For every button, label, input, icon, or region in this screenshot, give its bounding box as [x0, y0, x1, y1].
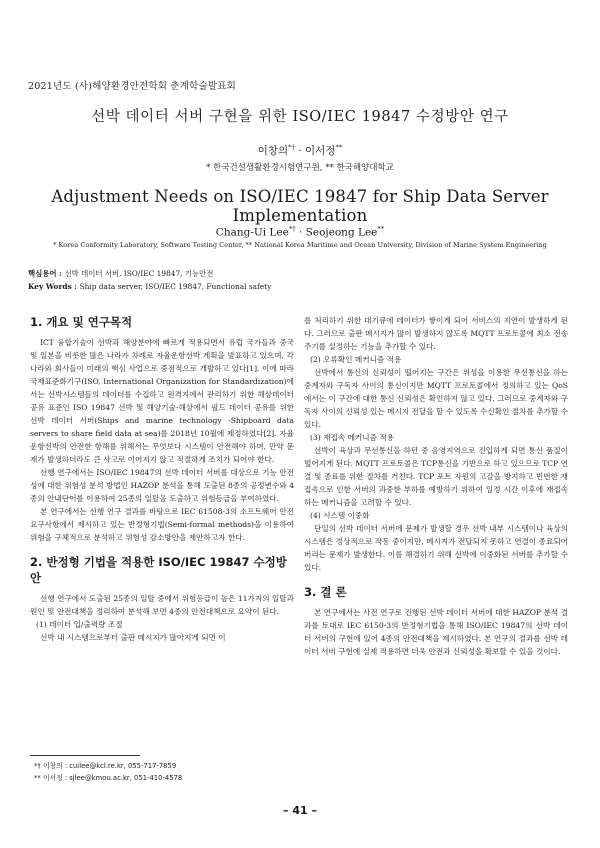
authors-korean	[0, 143, 600, 158]
keywords-english-label: Key Words :	[28, 282, 80, 291]
paragraph: 선박에서 통신의 신뢰성이 떨어지는 구간은 위성을 이용한 무선통신을 하는 중계자와 구독자 사이의 통신이지만 MQTT 프로토콜에서 정의하고 있는 QoS에서는 이 구간에 대한 통신 신뢰성은 확인하지 않고 있다. 그러므로 중계자와 구독자 사이의 신뢰성 있는 메시지 전달을 할 수 있도록 수신확인 절차를 추가할 수 있다.	[304, 368, 568, 429]
author2-mark: **	[335, 143, 343, 152]
keywords-korean-label: 핵심용어 :	[28, 269, 65, 278]
keywords-english	[28, 282, 271, 291]
keywords-korean	[28, 268, 213, 279]
list-item: (1) 데이터 입/출력량 조절	[36, 620, 123, 629]
section-1-title: 1. 개요 및 연구목적	[30, 315, 133, 329]
left-column	[30, 314, 294, 644]
keywords-english-text: Ship data server, ISO/IEC 19847, Functional safety	[79, 282, 272, 291]
paragraph: 단일의 선박 데이터 서버에 문제가 발생할 경우 선박 내부 시스템이나 육상의 시스템은 정상적으로 작동 중이지만, 메시지가 전달되지 못하고 연결이 종료되어 버리는 문제가 발생한다. 이를 해결하기 위해 선박에 이중화된 서버를 추가할 수 있다.	[304, 524, 568, 572]
list-item: (2) 오류확인 메커니즘 적용	[310, 355, 402, 364]
paragraph: 선박 내 시스템으로부터 출판 메시지가 많아지게 되면 이	[40, 633, 226, 642]
paragraph: 선행 연구에서는 ISO/IEC 19847의 선박 데이터 서버를 대상으로 기능 안전성에 대한 위험성 분석 방법인 HAZOP 분석을 통해 도출된 8종의 공정변수와 4종의 안내단어를 이용하여 25종의 일탈을 도출하고 위험등급을 부여하였다.	[30, 468, 294, 503]
affiliations-korean: * 한국건설생활환경시험연구원, ** 한국해양대학교	[206, 163, 394, 173]
author2-mark-en: **	[377, 225, 385, 233]
author-separator-en: ·	[295, 226, 306, 239]
page-number: – 41 –	[283, 804, 317, 817]
footnote-divider	[30, 755, 140, 756]
paragraph: 본 연구에서는 선행 연구 결과를 바탕으로 IEC 61508-3의 소프트웨어 안전 요구사항에서 제시하고 있는 반정형기법(Semi-formal methods)을 이용하여 위험을 구체적으로 분석하고 위험성 감소방안을 제안하고자 한다.	[30, 507, 294, 542]
paragraph: 본 연구에서는 사전 연구로 진행된 선박 데이터 서버에 대한 HAZOP 분석 결과를 토대로 IEC 6150-3의 반정형기법을 통해 ISO/IEC 19847의 선박 데이터 서버의 구현에 있어 4종의 안전대책을 제시하였다. 본 연구의 결과를 선박 데이터 서버 구현에 실제 적용하면 더욱 안전과 신뢰성을 확보할 수 있을 것이다.	[304, 608, 568, 656]
conference-header: 2021년도 (사)해양환경안전학회 춘계학술발표회	[28, 81, 237, 92]
right-column	[304, 314, 568, 658]
list-item: (3) 재접속 메커니즘 적용	[310, 433, 395, 442]
author1-mark-en: *†	[288, 225, 296, 233]
paragraph: 선박이 육상과 무선통신을 하던 중 음영지역으로 진입하게 되면 통신 품질이 떨어지게 된다. MQTT 프로토콜은 TCP통신을 기반으로 하고 있으므로 TCP 연결 및 종료를 위한 절차를 거친다. TCP 포트 자원의 고갈을 방지하고 빈번한 재접속으로 인한 서버의 과중한 부하를 예방하기 위하여 일정 시간 이후에 재접속 하는 메커니즘을 고려할 수 있다.	[304, 446, 568, 507]
section-3-title: 3. 결 론	[304, 585, 347, 599]
footnote-author1: *† 이창의 : cuilee@kcl.re.kr, 055-717-7859	[34, 762, 177, 770]
authors-english	[0, 225, 600, 239]
paragraph: 를 처리하기 위한 대기큐에 데이터가 쌓이게 되어 서비스의 지연이 발생하게 된다. 그러므로 출판 메시지가 많이 발생하지 않도록 MQTT 프로토콜에 최소 전송주기를 설정하는 기능을 추가할 수 있다.	[304, 316, 568, 351]
list-item: (4) 시스템 이중화	[310, 511, 370, 520]
author1-name-en: Chang-Ui Lee	[215, 226, 289, 239]
title-english: Adjustment Needs on ISO/IEC 19847 for Ship Data Server Implementation	[51, 187, 549, 225]
title-korean: 선박 데이터 서버 구현을 위한 ISO/IEC 19847 수정방안 연구	[91, 109, 509, 125]
author1-name: 이창의	[257, 145, 289, 157]
affiliations-english: * Korea Conformity Laboratory, Software Testing Center, ** National Korea Maritime and Ocean University, Division of Marine System Engineering	[53, 241, 547, 249]
author2-name: 이서정	[305, 145, 336, 157]
footnote-author2: ** 이서정 : sjlee@kmou.ac.kr, 051-410-4578	[34, 774, 183, 782]
author1-mark: *†	[288, 143, 295, 152]
keywords-korean-text: 선박 데이터 서버, ISO/IEC 19847, 기능안전	[64, 269, 214, 278]
section-2-title: 2. 반정형 기법을 적용한 ISO/IEC 19847 수정방안	[30, 555, 287, 585]
paragraph: 선행 연구에서 도출된 25종의 일탈 중에서 위험등급이 높은 11가지의 일탈과 원인 및 안전대책을 정리하여 분석해 보면 4종의 안전대책으로 요약이 된다.	[30, 594, 294, 616]
author2-name-en: Seojeong Lee	[305, 226, 378, 239]
author-separator: ·	[294, 145, 305, 157]
paragraph: ICT 융합기술이 선박과 해양분야에 빠르게 적용되면서 유럽 국가들과 중국 및 일본을 비롯한 많은 나라가 차례로 자율운항선박 계획을 발표하고 있으며, 각 나라와 회사들이 미래의 핵심 사업으로 중점적으로 개발하고 있다[1]. 이에 따라 국제표준화기구(ISO, International Organization for Standardization)에서는 선박시스템들의 데이터를 수집하고 원격지에서 관리하기 위한 해상데이터 공유 표준인 ISO 19847 선박 및 해양기술-해상에서 필드 데이터 공유를 위한 선박 데이터 서버(Ships and marine technology -Shipboard data servers to share field data at sea)를 2018년 10월에 제정하였다[2]. 자율운항선박의 안전한 항해를 위해서는 무엇보다 시스템이 안전해야 하며, 만약 문제가 발생하더라도 큰 사고로 이어지지 않고 적절하게 조치가 되어야 한다.	[30, 338, 294, 464]
